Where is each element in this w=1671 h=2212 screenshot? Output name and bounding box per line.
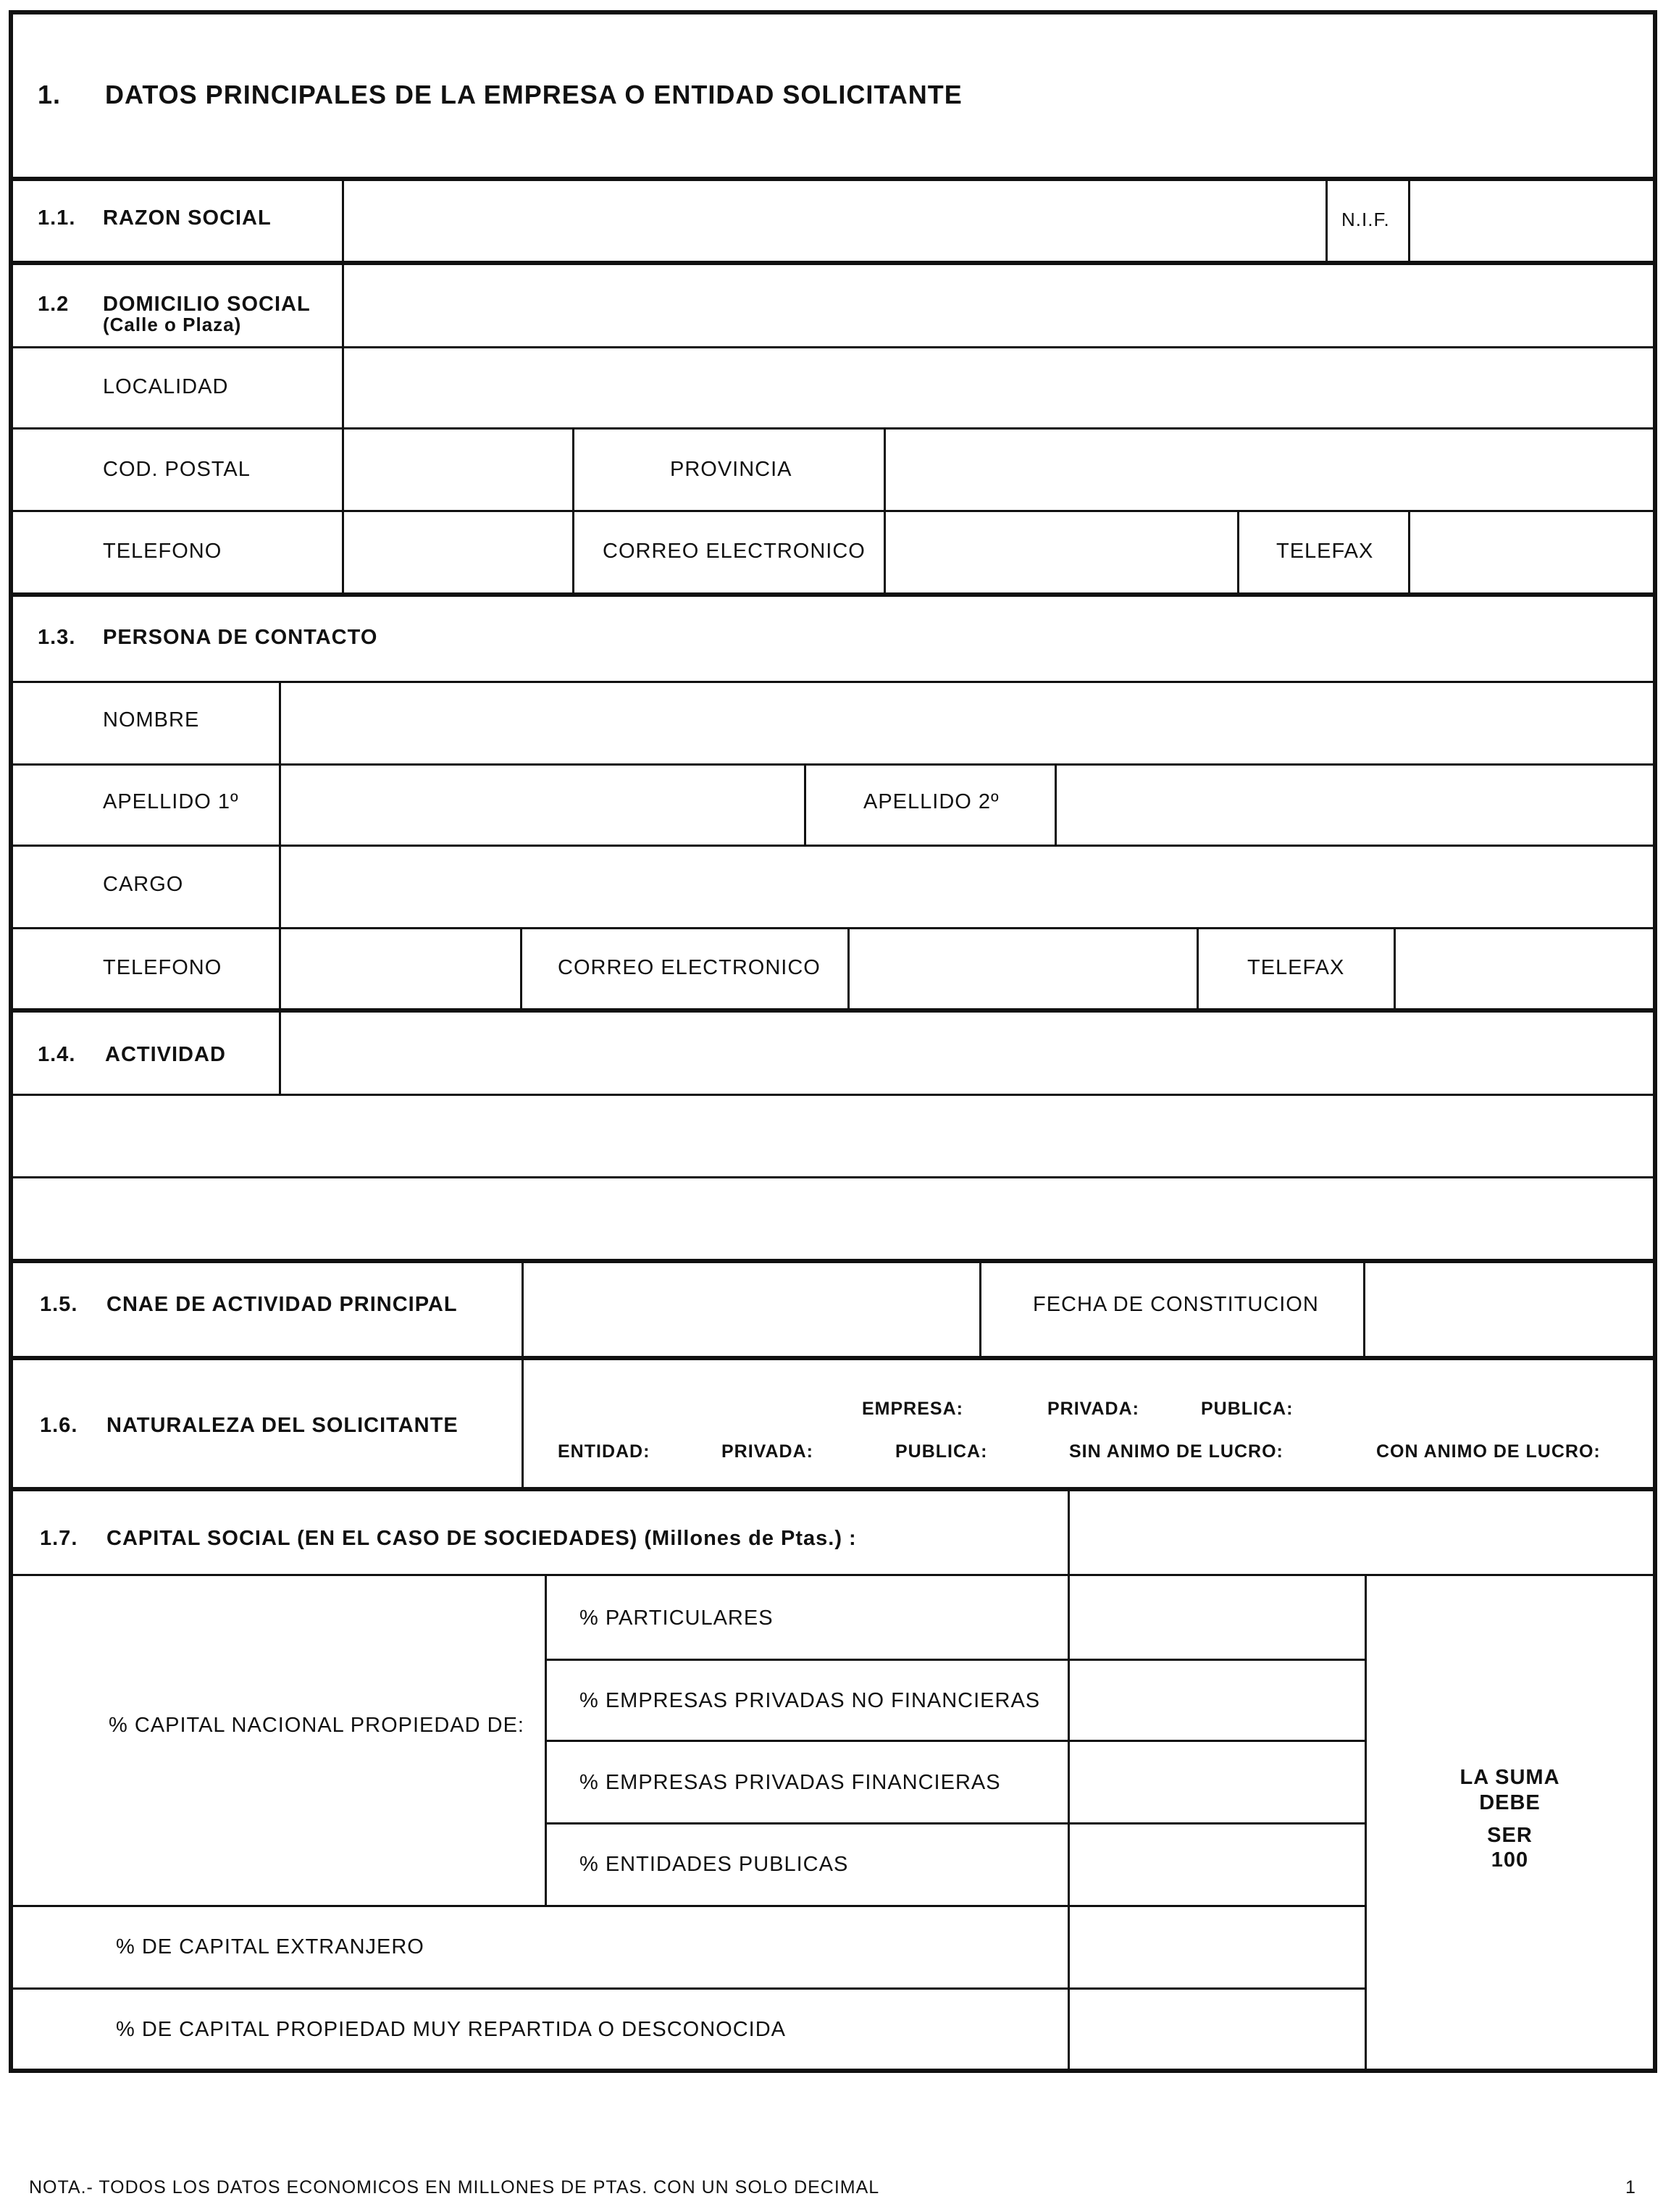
- cargo-label: CARGO: [103, 873, 184, 896]
- empresa-publica-option[interactable]: PUBLICA:: [1201, 1399, 1294, 1419]
- fecha-constitucion-field[interactable]: [1365, 1263, 1653, 1356]
- sin-animo-lucro-option[interactable]: SIN ANIMO DE LUCRO:: [1069, 1441, 1283, 1462]
- actividad-field[interactable]: [281, 1013, 1653, 1094]
- entidades-publicas-field[interactable]: [1070, 1825, 1365, 1905]
- divider: [1365, 1574, 1367, 2069]
- entidad-privada-option[interactable]: PRIVADA:: [721, 1441, 813, 1462]
- domicilio-sublabel: (Calle o Plaza): [103, 314, 242, 335]
- divider: [804, 763, 806, 845]
- fecha-constitucion-label: FECHA DE CONSTITUCION: [1033, 1293, 1319, 1316]
- section-number: 1.: [38, 80, 62, 109]
- empresa-label: EMPRESA:: [862, 1399, 963, 1419]
- extranjero-label: % DE CAPITAL EXTRANJERO: [116, 1935, 424, 1958]
- financieras-field[interactable]: [1070, 1742, 1365, 1822]
- provincia-field[interactable]: [886, 430, 1653, 510]
- con-animo-lucro-option[interactable]: CON ANIMO DE LUCRO:: [1376, 1441, 1601, 1462]
- particulares-field[interactable]: [1070, 1576, 1365, 1659]
- domicilio-field[interactable]: [344, 265, 1653, 346]
- divider: [572, 427, 574, 592]
- telefono-label: TELEFONO: [103, 540, 222, 563]
- telefax-label: TELEFAX: [1276, 540, 1374, 563]
- suma-note-3: SER: [1487, 1824, 1533, 1847]
- page-number: 1: [1625, 2177, 1636, 2198]
- extranjero-field[interactable]: [1070, 1907, 1365, 1987]
- particulares-label: % PARTICULARES: [579, 1606, 774, 1630]
- divider: [9, 1356, 1657, 1360]
- entidad-label: ENTIDAD:: [558, 1441, 650, 1462]
- telefax-field[interactable]: [1410, 512, 1653, 592]
- entidad-publica-option[interactable]: PUBLICA:: [895, 1441, 988, 1462]
- naturaleza-label: NATURALEZA DEL SOLICITANTE: [106, 1414, 458, 1437]
- divider: [9, 592, 1657, 597]
- cnae-field[interactable]: [524, 1263, 979, 1356]
- divider: [1237, 510, 1239, 592]
- nombre-field[interactable]: [281, 683, 1653, 763]
- footer-note: NOTA.- TODOS LOS DATOS ECONOMICOS EN MILLONES DE PTAS. CON UN SOLO DECIMAL: [29, 2177, 880, 2198]
- entidades-publicas-label: % ENTIDADES PUBLICAS: [579, 1853, 849, 1876]
- cargo-field[interactable]: [281, 847, 1653, 927]
- section-title: DATOS PRINCIPALES DE LA EMPRESA O ENTIDAD SOLICITANTE: [105, 80, 963, 109]
- divider: [1326, 179, 1328, 261]
- divider: [522, 1358, 524, 1487]
- contacto-correo-field[interactable]: [850, 929, 1197, 1008]
- section-1-3-number: 1.3.: [38, 626, 76, 649]
- no-financieras-label: % EMPRESAS PRIVADAS NO FINANCIERAS: [579, 1689, 1041, 1712]
- capital-social-label: CAPITAL SOCIAL (EN EL CASO DE SOCIEDADES) (Millones de Ptas.) :: [106, 1527, 857, 1550]
- nif-label: N.I.F.: [1341, 209, 1390, 230]
- localidad-field[interactable]: [344, 348, 1653, 427]
- razon-social-field[interactable]: [344, 181, 1326, 261]
- cod-postal-label: COD. POSTAL: [103, 458, 251, 481]
- cnae-label: CNAE DE ACTIVIDAD PRINCIPAL: [106, 1293, 458, 1316]
- apellido1-label: APELLIDO 1º: [103, 790, 239, 813]
- actividad-line-2[interactable]: [13, 1096, 1653, 1176]
- divider: [545, 1574, 547, 1905]
- section-1-5-number: 1.5.: [40, 1293, 78, 1316]
- suma-note-4: 100: [1491, 1848, 1529, 1872]
- apellido2-field[interactable]: [1057, 766, 1653, 845]
- nombre-label: NOMBRE: [103, 708, 200, 732]
- contacto-telefax-label: TELEFAX: [1247, 956, 1345, 979]
- repartida-label: % DE CAPITAL PROPIEDAD MUY REPARTIDA O DESCONOCIDA: [116, 2018, 787, 2041]
- actividad-line-3[interactable]: [13, 1178, 1653, 1259]
- section-1-1-number: 1.1.: [38, 206, 76, 230]
- no-financieras-field[interactable]: [1070, 1661, 1365, 1740]
- financieras-label: % EMPRESAS PRIVADAS FINANCIERAS: [579, 1771, 1001, 1794]
- razon-social-label: RAZON SOCIAL: [103, 206, 272, 230]
- localidad-label: LOCALIDAD: [103, 375, 229, 398]
- empresa-privada-option[interactable]: PRIVADA:: [1047, 1399, 1139, 1419]
- provincia-label: PROVINCIA: [670, 458, 792, 481]
- capital-nacional-label: % CAPITAL NACIONAL PROPIEDAD DE:: [109, 1714, 524, 1737]
- section-1-4-number: 1.4.: [38, 1043, 76, 1066]
- contacto-telefono-label: TELEFONO: [103, 956, 222, 979]
- section-1-6-number: 1.6.: [40, 1414, 78, 1437]
- nif-field[interactable]: [1410, 181, 1653, 261]
- apellido2-label: APELLIDO 2º: [863, 790, 1000, 813]
- section-1-7-number: 1.7.: [40, 1527, 78, 1550]
- repartida-field[interactable]: [1070, 1990, 1365, 2069]
- suma-note-2: DEBE: [1479, 1791, 1541, 1814]
- actividad-label: ACTIVIDAD: [105, 1043, 226, 1066]
- domicilio-social-label: DOMICILIO SOCIAL: [103, 293, 311, 316]
- divider: [1197, 927, 1199, 1008]
- apellido1-field[interactable]: [281, 766, 804, 845]
- telefono-field[interactable]: [344, 512, 572, 592]
- suma-note-1: LA SUMA: [1459, 1766, 1560, 1789]
- persona-contacto-label: PERSONA DE CONTACTO: [103, 626, 378, 649]
- contacto-telefono-field[interactable]: [281, 929, 520, 1008]
- divider: [9, 1574, 1657, 1576]
- capital-social-field[interactable]: [1070, 1491, 1653, 1574]
- divider: [520, 927, 522, 1008]
- correo-label: CORREO ELECTRONICO: [603, 540, 866, 563]
- contacto-telefax-field[interactable]: [1396, 929, 1653, 1008]
- contacto-correo-label: CORREO ELECTRONICO: [558, 956, 821, 979]
- section-1-2-number: 1.2: [38, 293, 70, 316]
- cod-postal-field[interactable]: [344, 430, 572, 510]
- correo-field[interactable]: [886, 512, 1237, 592]
- divider: [979, 1261, 981, 1356]
